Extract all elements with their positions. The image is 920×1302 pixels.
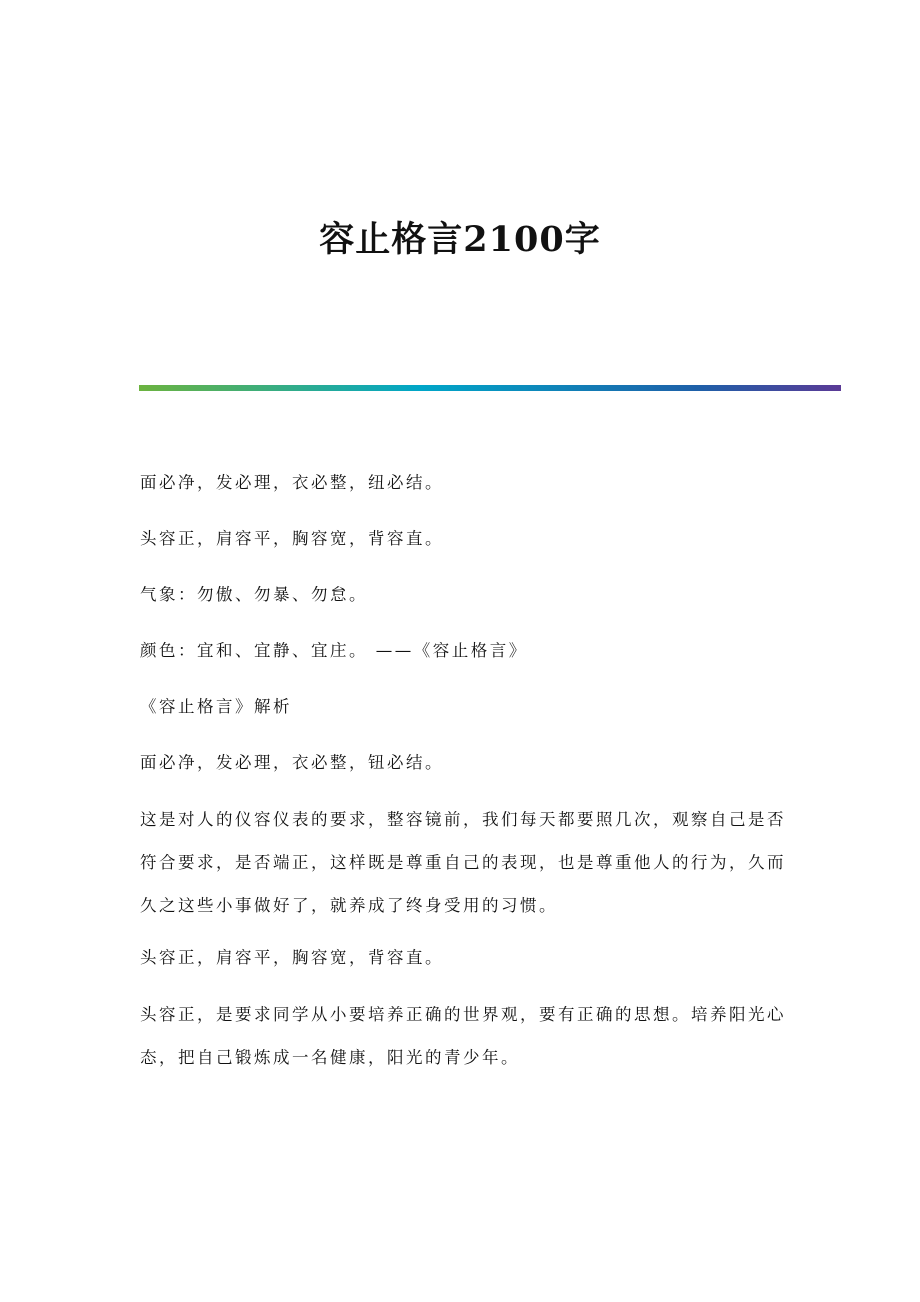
paragraph: 面必净，发必理，衣必整，纽必结。 xyxy=(140,473,444,492)
title-divider xyxy=(139,385,841,391)
document-body xyxy=(140,466,790,1093)
paragraph: 头容正，肩容平，胸容宽，背容直。 xyxy=(140,948,444,967)
paragraph: 这是对人的仪容仪表的要求，整容镜前，我们每天都要照几次，观察自己是否符合要求，是否端正，这样既是尊重自己的表现，也是尊重他人的行为，久而久之这些小事做好了，就养成了终身受用的习惯。 xyxy=(140,810,786,915)
paragraph: 气象：勿傲、勿暴、勿怠。 xyxy=(140,585,368,604)
paragraph: 头容正，是要求同学从小要培养正确的世界观，要有正确的思想。培养阳光心态，把自己锻炼成一名健康，阳光的青少年。 xyxy=(140,1005,786,1067)
paragraph: 头容正，肩容平，胸容宽，背容直。 xyxy=(140,529,444,548)
paragraph: 《容止格言》解析 xyxy=(140,697,292,716)
document-title: 容止格言2100字 xyxy=(319,219,601,260)
paragraph: 颜色：宜和、宜静、宜庄。 ——《容止格言》 xyxy=(140,641,528,660)
paragraph: 面必净，发必理，衣必整，钮必结。 xyxy=(140,753,444,772)
